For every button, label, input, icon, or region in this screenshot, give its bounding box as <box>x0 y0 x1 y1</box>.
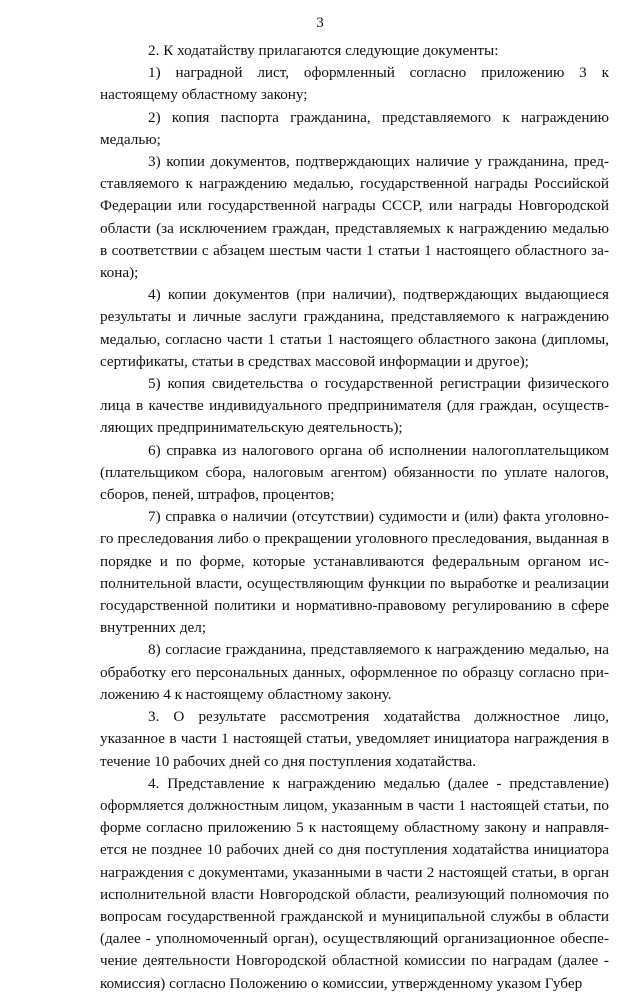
page-number: 3 <box>316 15 324 31</box>
list-item-2: 2) копия паспорта гражданина, представляемого к награждению медалью; <box>100 108 609 148</box>
paragraph-attachments-intro: 2. К ходатайству прилагаются следующие документы: <box>148 42 499 59</box>
list-item-7: 7) справка о наличии (отсутствии) судимости и (или) факта уголовного преследования либо о прекращении уголовного преследования, выданная в порядке и по форме, которые устанавливаются федеральным органом исполнительной власти, осуществляющим функции по выработке и реализации государственной политики и нормативно-правовому регулированию в сфере внутренних дел; <box>100 508 609 637</box>
document-body <box>100 40 609 995</box>
list-item-1: 1) наградной лист, оформленный согласно приложению 3 к настоящему областному закону; <box>100 64 609 104</box>
list-item-5: 5) копия свидетельства о государственной регистрации физического лица в качестве индивидуального предпринимателя (для граждан, осуществляющих предпринимательскую деятельность); <box>100 375 609 437</box>
paragraph-part-4: 4. Представление к награждению медалью (далее - представление) оформляется должностным лицом, указанным в части 1 настоящей статьи, по форме согласно приложению 5 к настоящему областному закону и направляется не позднее 10 рабочих дней со дня поступления ходатайства инициатора награждения с документами, указанными в части 2 настоящей статьи, в орган исполнительной власти Новгородской области, реализующий полномочия по вопросам государственной гражданской и муниципальной службы в области (далее - уполномоченный орган), осуществляющий организационное обеспечение деятельности Новгородской областной комиссии по наградам (далее - комиссия) согласно Положению о комиссии, утвержденному указом Губер <box>100 774 609 992</box>
list-item-4: 4) копии документов (при наличии), подтверждающих выдающиеся результаты и личные заслуги гражданина, представляемого к награждению медалью, согласно части 1 статьи 1 настоящего областного закона (дипломы, сертификаты, статьи в средствах массовой информации и другое); <box>100 286 609 370</box>
list-item-6: 6) справка из налогового органа об исполнении налогоплательщиком (плательщиком сбора, налоговым агентом) обязанности по уплате налогов, сборов, пеней, штрафов, процентов; <box>100 441 609 504</box>
list-item-3: 3) копии документов, подтверждающих наличие у гражданина, представляемого к награждению медалью, государственной награды Российской Федерации или государственной награды СССР, или награды Новгородской области (за исключением граждан, представляемых к награждению медалью в соответствии с абзацем шестым части 1 статьи 1 настоящего областного закона); <box>100 153 609 282</box>
paragraph-part-3: 3. О результате рассмотрения ходатайства должностное лицо, указанное в части 1 настоящей статьи, уведомляет инициатора награждения в течение 10 рабочих дней со дня поступления ходатайства. <box>100 708 609 770</box>
list-item-8: 8) согласие гражданина, представляемого к награждению медалью, на обработку его персональных данных, оформленное по образцу согласно приложению 4 к настоящему областному закону. <box>100 641 609 703</box>
